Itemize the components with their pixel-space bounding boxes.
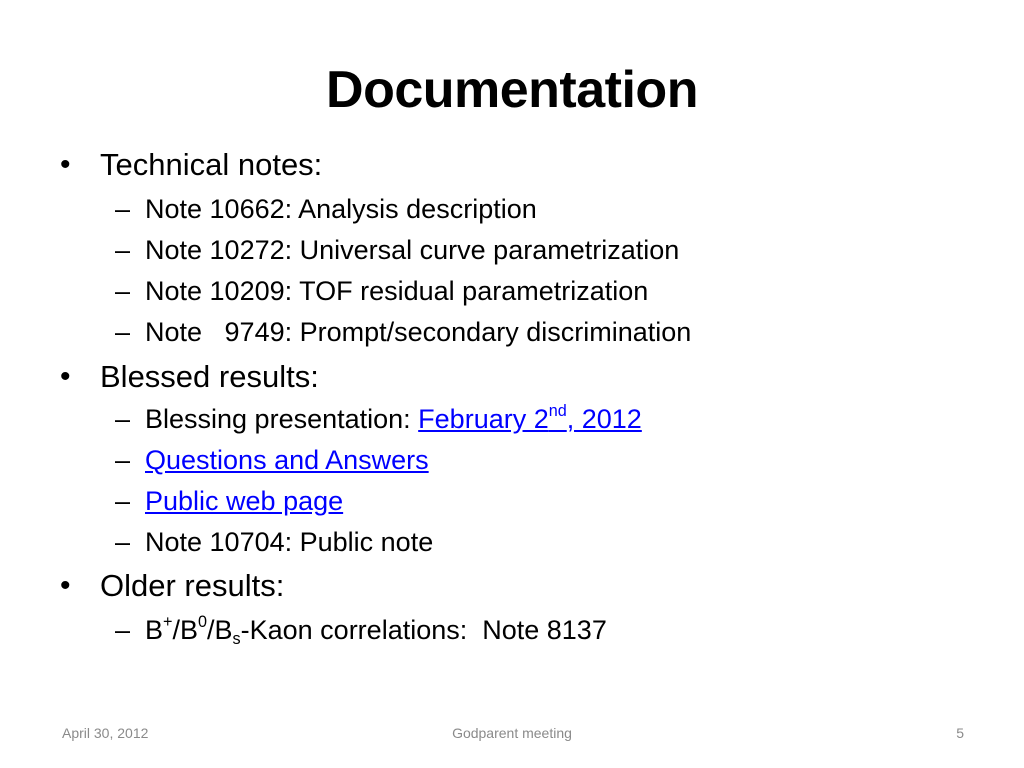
sub-item-questions-answers [115, 444, 429, 476]
b-s-text: /B [207, 615, 233, 645]
sub-item-note-10704 [115, 526, 434, 558]
february-presentation-link[interactable] [418, 401, 642, 434]
dash-icon: – [115, 404, 131, 434]
sub-item-label: Note 9749: Prompt/secondary discrimination [145, 317, 692, 347]
bullet-item-blessed-results [60, 359, 319, 395]
dash-icon: – [115, 486, 131, 516]
sub-item-public-web-page [115, 485, 344, 517]
b-plus-text: B [145, 615, 164, 645]
bullet-dot-icon: • [60, 569, 71, 602]
bullet-label: Blessed results: [100, 359, 319, 394]
sub-item-label: Note 10662: Analysis description [145, 194, 537, 224]
sub-item-label: Note 10272: Universal curve parametrization [145, 235, 680, 265]
public-web-page-link[interactable]: Public web page [145, 486, 344, 516]
footer-title: Godparent meeting [452, 725, 572, 741]
b-zero-text: /B [172, 615, 198, 645]
questions-and-answers-link[interactable]: Questions and Answers [145, 445, 429, 475]
dash-icon: – [115, 615, 131, 645]
bullet-label: Technical notes: [100, 147, 323, 182]
sub-item-note-10209 [115, 275, 649, 307]
bullet-dot-icon: • [60, 360, 71, 393]
footer-date: April 30, 2012 [62, 725, 149, 741]
sub-item-label: Blessing presentation: [145, 404, 419, 434]
dash-icon: – [115, 194, 131, 224]
bullet-dot-icon: • [60, 148, 71, 181]
bullet-item-technical-notes [60, 147, 323, 183]
plus-superscript: + [163, 612, 173, 631]
sub-item-note-9749 [115, 316, 692, 348]
sub-item-kaon-correlations [115, 612, 607, 648]
dash-icon: – [115, 317, 131, 347]
sub-item-label: Note 10209: TOF residual parametrization [145, 276, 649, 306]
link-text-tail: , 2012 [566, 404, 642, 434]
sub-item-note-10662 [115, 193, 537, 225]
sub-item-blessing-presentation [115, 401, 642, 435]
link-text: February 2 [418, 404, 549, 434]
sub-item-note-10272 [115, 234, 680, 266]
footer-page-number: 5 [956, 725, 964, 741]
link-superscript: nd [548, 401, 567, 420]
zero-superscript: 0 [198, 612, 208, 631]
bullet-label: Older results: [100, 568, 285, 603]
bullet-item-older-results [60, 568, 285, 604]
dash-icon: – [115, 527, 131, 557]
dash-icon: – [115, 276, 131, 306]
sub-item-label: Note 10704: Public note [145, 527, 434, 557]
slide-title: Documentation [326, 61, 698, 119]
s-subscript: s [232, 629, 241, 648]
dash-icon: – [115, 235, 131, 265]
kaon-correlations-text: -Kaon correlations: Note 8137 [240, 615, 607, 645]
dash-icon: – [115, 445, 131, 475]
